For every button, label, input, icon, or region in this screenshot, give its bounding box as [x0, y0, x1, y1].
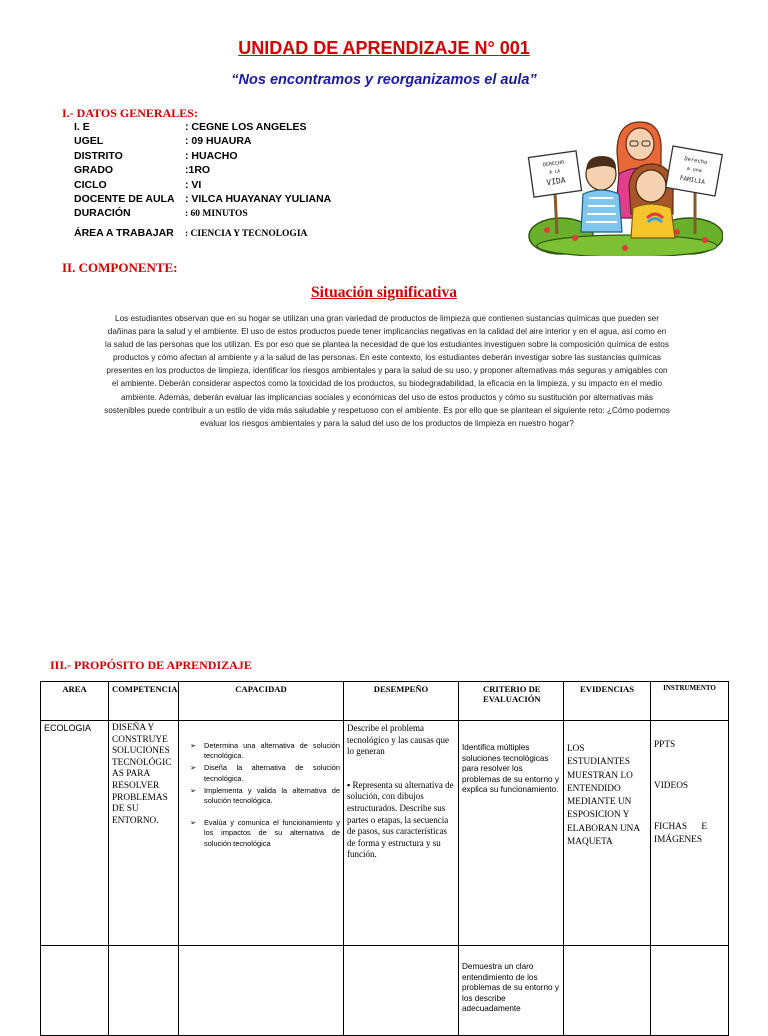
- cell-desempeno: [344, 721, 459, 946]
- page-title: UNIDAD DE APRENDIZAJE N° 001: [238, 38, 530, 58]
- datos-value: : 09 HUAURA: [185, 135, 252, 148]
- sign-right-line-1: Derecho: [683, 156, 708, 167]
- cell-empty: [109, 946, 179, 1036]
- datos-label: I. E: [74, 121, 90, 133]
- cell-empty: [344, 946, 459, 1036]
- section-datos-generales-heading: I.- DATOS GENERALES:: [62, 106, 198, 120]
- section-componente-heading: II. COMPONENTE:: [62, 260, 178, 275]
- page-subtitle: “Nos encontramos y reorganizamos el aula”: [231, 72, 537, 88]
- sign-left-line-2: A LA: [549, 169, 561, 176]
- datos-row-docente: [74, 193, 331, 207]
- cell-empty: [179, 946, 344, 1036]
- cell-area: ECOLOGIA: [41, 721, 109, 946]
- desempeno-text: ▪ Representa su alternativa de solución, con dibujos estructurados. Describe sus partes o etapas, la secuencia de pasos, sus características de forma y estructura y su función.: [347, 779, 454, 860]
- cell-competencia: DISEÑA Y CONSTRUYE SOLUCIONES TECNOLÓGIC AS PARA RESOLVER PROBLEMAS DE SU ENTORNO.: [109, 721, 179, 946]
- column-header: EVIDENCIAS: [564, 682, 651, 721]
- column-header: COMPETENCIA: [109, 682, 179, 721]
- datos-row-grado: [74, 164, 331, 178]
- datos-value: : 60 MINUTOS: [185, 209, 248, 220]
- table-row: [41, 721, 729, 946]
- capacidad-list: [182, 741, 340, 849]
- datos-row-ciclo: [74, 179, 331, 193]
- sign-left-line-3: VIDA: [545, 175, 567, 188]
- datos-row-distrito: [74, 150, 331, 164]
- datos-value: : CIENCIA Y TECNOLOGIA: [185, 228, 308, 239]
- instrumento-item: VIDEOS: [654, 781, 689, 791]
- cell-empty: [651, 946, 729, 1036]
- datos-label: UGEL: [74, 135, 104, 148]
- datos-row-ugel: [74, 135, 331, 149]
- section-proposito-heading: III.- PROPÓSITO DE APRENDIZAJE: [50, 658, 252, 672]
- datos-label: DISTRITO: [74, 149, 123, 162]
- cell-criterio: Identifica múltiples soluciones tecnológicas para resolver los problemas de su entorno y explica su funcionamiento.: [459, 721, 564, 946]
- datos-row-area: [74, 227, 331, 241]
- table-header-row: [41, 682, 729, 721]
- datos-label: CICLO: [74, 178, 107, 191]
- instrumento-item: IMÁGENES: [654, 835, 703, 845]
- column-header: CAPACIDAD: [179, 682, 344, 721]
- sign-right-line-3: FAMILIA: [679, 174, 706, 186]
- cell-empty: [41, 946, 109, 1036]
- column-header: AREA: [41, 682, 109, 721]
- cell-instrumento: [651, 721, 729, 946]
- situacion-significativa-text: Los estudiantes observan que en su hogar se utilizan una gran variedad de productos de limpieza que contienen sustancias químicas que pueden ser dañinas para la salud y el ambiente. El uso de estos productos puede tener implicancias negativas en la calidad del aire interior y en el agua, así como en la salud de las personas que los utilizan. Es por eso que se plantea la necesidad de que los estudiantes investiguen sobre la composición química de estos productos y cómo afectan al ambiente y a la salud de las personas. En este contexto, los estudiantes deberán investigar sobre las sustancias químicas presentes en los productos de limpieza, identificar los riesgos ambientales y para la salud de su uso, y proponer alternativas más seguras y amigables con el ambiente. Deberán considerar aspectos como la toxicidad de los productos, su biodegradabilidad, la eficacia en la limpieza, y su impacto en el medio ambiente. Además, deberán evaluar las implicancias sociales y económicas del uso de estos productos y cómo su sustitución por alternativas más sostenibles puede contribuir a un estilo de vida más saludable y respetuoso con el ambiente. Es por ello que se plantean el siguiente reto: ¿Cómo podemos evaluar los riesgos ambientales y para la salud del uso de los productos de limpieza en nuestro hogar?: [104, 314, 670, 428]
- cell-criterio: Demuestra un claro entendimiento de los problemas de su entorno y los describe adecuadamente: [459, 946, 564, 1036]
- cell-evidencias: LOS ESTUDIANTES MUESTRAN LO ENTENDIDO MEDIANTE UN ESPOSICION Y ELABORAN UNA MAQUETA: [564, 721, 651, 946]
- situacion-significativa-title: Situación significativa: [311, 284, 457, 301]
- children-protest-illustration: [527, 114, 723, 256]
- datos-label: DOCENTE DE AULA: [74, 192, 175, 205]
- datos-generales-list: [74, 121, 331, 241]
- capacidad-item: ➢ Evalúa y comunica el funcionamiento y los impactos de su alternativa de solución tecnológica: [204, 818, 340, 849]
- datos-label: GRADO: [74, 164, 114, 177]
- column-header: INSTRUMENTO: [651, 682, 729, 721]
- datos-value: : HUACHO: [185, 149, 238, 162]
- capacidad-item: ➢ Diseña la alternativa de solución tecnológica.: [204, 763, 340, 783]
- datos-value: : VILCA HUAYANAY YULIANA: [185, 192, 332, 205]
- column-header: CRITERIO DE EVALUACIÓN: [459, 682, 564, 721]
- sign-right-line-2: a una: [686, 165, 703, 175]
- instrumento-item: PPTS: [654, 740, 676, 750]
- datos-row-duracion: [74, 207, 331, 221]
- cell-empty: [564, 946, 651, 1036]
- capacidad-item: ➢ Implementa y valida la alternativa de solución tecnológica.: [204, 786, 340, 806]
- sign-left-line-1: DERECHO: [542, 159, 565, 169]
- datos-value: : CEGNE LOS ANGELES: [185, 121, 307, 133]
- cell-capacidad: [179, 721, 344, 946]
- desempeno-text: Describe el problema tecnológico y las causas que lo generan: [347, 723, 449, 757]
- datos-value: :1RO: [185, 164, 211, 177]
- datos-label: ÁREA A TRABAJAR: [74, 226, 174, 239]
- instrumento-item: FICHAS E: [654, 822, 708, 832]
- datos-row-ie: [74, 121, 331, 135]
- proposito-table: [40, 681, 729, 1036]
- datos-value: : VI: [185, 178, 202, 191]
- datos-label: DURACIÓN: [74, 207, 131, 220]
- column-header: DESEMPEÑO: [344, 682, 459, 721]
- table-row: [41, 946, 729, 1036]
- capacidad-item: ➢ Determina una alternativa de solución tecnológica.: [204, 741, 340, 761]
